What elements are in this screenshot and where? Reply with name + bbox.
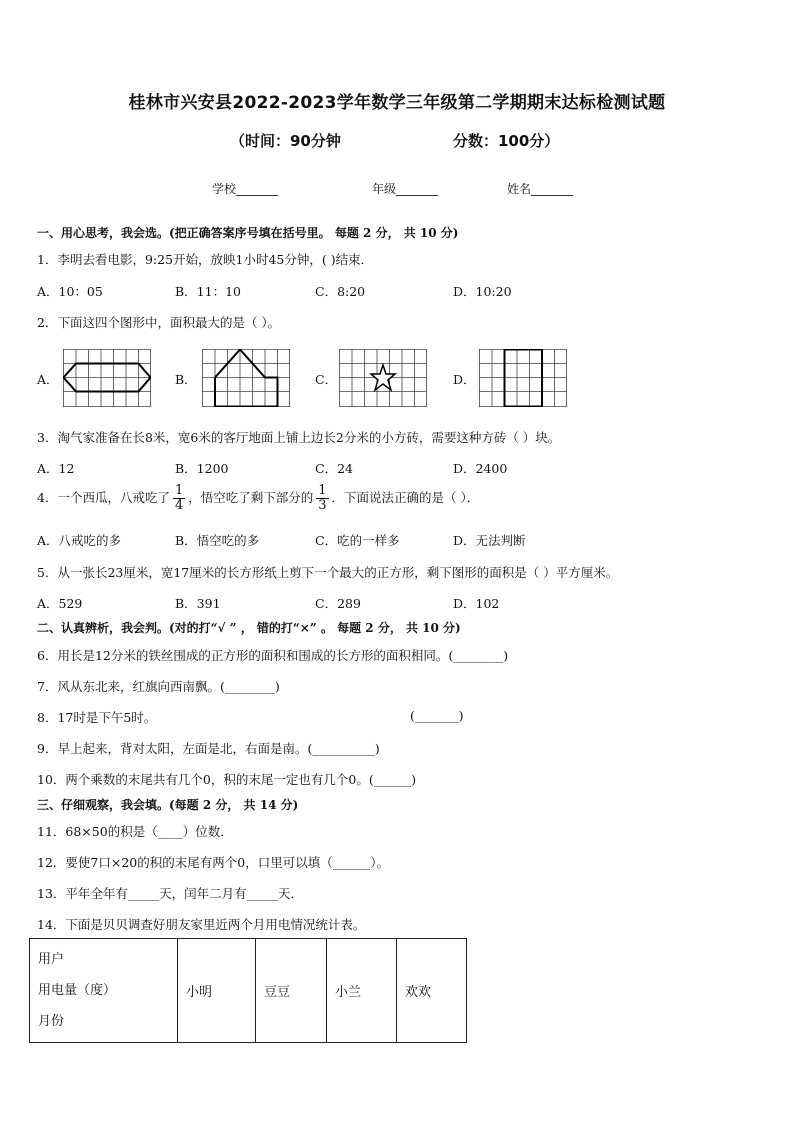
section2-heading: 二、认真辨析，我会判。(对的打“√ ” ， 错的打“×” 。 每题 2 分， 共 10 分) (37, 621, 461, 635)
q11-stem: 11．68×50的积是（____）位数． (37, 824, 233, 839)
q1-option-b: B．11：10 (175, 284, 241, 299)
shape-d-figure (479, 349, 567, 407)
q1-option-d: D．10:20 (453, 284, 512, 299)
q14-stem: 14．下面是贝贝调查好朋友家里近两个月用电情况统计表。 (37, 917, 366, 932)
q3-option-a: A．12 (37, 461, 75, 476)
q5-option-a: A．529 (37, 596, 83, 611)
name-field: 姓名_______ (507, 182, 574, 196)
q5-stem: 5．从一张长23厘米，宽17厘米的长方形纸上剪下一个最大的正方形，剩下图形的面积是（ ）平方厘米。 (37, 565, 619, 580)
fraction-one-third: $\frac{1}{3}$ (318, 483, 327, 513)
q13-stem: 13．平年全年有_____天，闰年二月有_____天． (37, 886, 303, 901)
table-cell-name: 豆豆 (256, 939, 327, 1043)
q7-stem: 7．风从东北来，红旗向西南飘。(________) (37, 679, 280, 694)
time-label: （时间：90分钟 (230, 132, 341, 150)
q4-stem (37, 484, 479, 513)
shape-a-figure (63, 349, 151, 407)
q8-answer-blank: (_______) (410, 708, 464, 723)
shape-c-figure (339, 349, 427, 407)
table-cell-name: 小兰 (327, 939, 397, 1043)
electricity-usage-table (29, 938, 467, 1043)
page-title: 桂林市兴安县2022-2023学年数学三年级第二学期期末达标检测试题 (128, 93, 666, 113)
section1-heading: 一、用心思考，我会选。(把正确答案序号填在括号里。 每题 2 分， 共 10 分) (37, 226, 459, 240)
q6-stem: 6．用长是12分米的铁丝围成的正方形的面积和围成的长方形的面积相同。(________) (37, 648, 509, 663)
q4-option-d: D．无法判断 (453, 533, 526, 548)
table-row (30, 939, 467, 1043)
q4-option-a: A．八戒吃的多 (37, 533, 122, 548)
q3-option-b: B．1200 (175, 461, 229, 476)
q5-option-b: B．391 (175, 596, 221, 611)
q4-stem-part1: 4．一个西瓜，八戒吃了 (37, 490, 170, 505)
q1-option-a: A．10：05 (37, 284, 103, 299)
section3-heading: 三、仔细观察，我会填。(每题 2 分， 共 14 分) (37, 798, 299, 812)
q4-stem-part2: ，悟空吃了剩下部分的 (188, 490, 314, 505)
q5-option-d: D．102 (453, 596, 500, 611)
grade-field: 年级_______ (372, 182, 439, 196)
table-header-cell: 用户 用电量（度） 月份 (30, 939, 178, 1043)
shape-b-figure (202, 349, 290, 407)
q2-label-a: A． (37, 372, 59, 387)
q5-option-c: C．289 (315, 596, 361, 611)
table-cell-name: 小明 (178, 939, 256, 1043)
q3-option-d: D．2400 (453, 461, 508, 476)
q4-option-c: C．吃的一样多 (315, 533, 400, 548)
q12-stem: 12．要使7口×20的积的末尾有两个0，口里可以填（______）。 (37, 855, 389, 870)
q4-option-b: B．悟空吃的多 (175, 533, 260, 548)
q2-label-d: D． (453, 372, 476, 387)
school-field: 学校_______ (212, 182, 279, 196)
q10-stem: 10．两个乘数的末尾共有几个0，积的末尾一定也有几个0。(______) (37, 772, 417, 787)
q3-stem: 3．淘气家准备在长8米，宽6米的客厅地面上铺上边长2分米的小方砖，需要这种方砖（ ）块。 (37, 430, 561, 445)
q2-label-b: B． (175, 372, 197, 387)
q4-stem-part3: ．下面说法正确的是（ ）． (331, 490, 480, 505)
q2-label-c: C． (315, 372, 338, 387)
q9-stem: 9．早上起来，背对太阳，左面是北，右面是南。(__________) (37, 741, 380, 756)
q1-option-c: C．8:20 (315, 284, 366, 299)
q1-stem: 1．李明去看电影，9:25开始，放映1小时45分钟，( )结束． (37, 252, 374, 267)
q2-stem: 2．下面这四个图形中，面积最大的是（ ）。 (37, 315, 281, 330)
score-label: 分数：100分） (453, 132, 560, 150)
q8-stem: 8．17时是下午5时。 (37, 710, 157, 725)
q3-option-c: C．24 (315, 461, 353, 476)
table-cell-name: 欢欢 (397, 939, 467, 1043)
fraction-one-quarter: $\frac{1}{4}$ (174, 483, 184, 513)
